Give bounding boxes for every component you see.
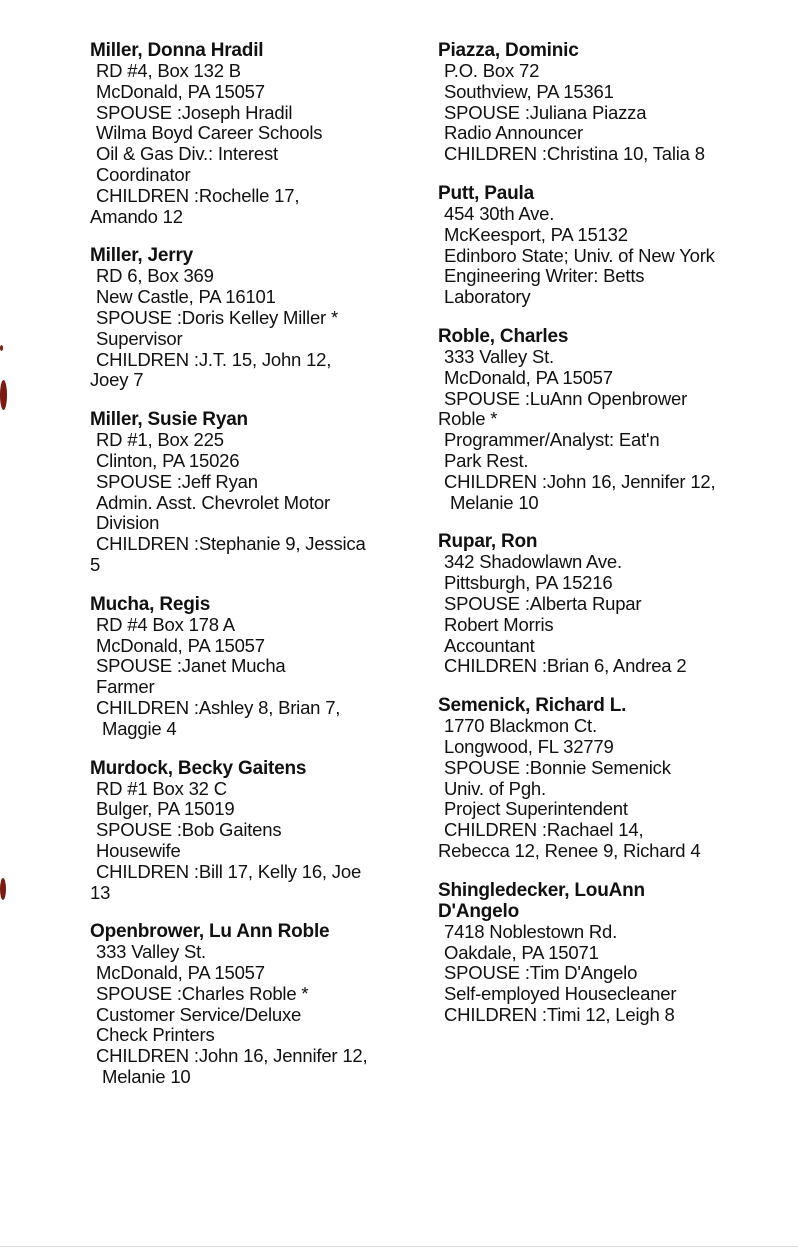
entry-detail-line: Amando 12 [90,205,183,227]
entry-detail-line: SPOUSE :Juliana Piazza [444,101,647,123]
entry-detail-line: CHILDREN :J.T. 15, John 12, [96,348,332,370]
entry-name: Putt, Paula [438,182,534,204]
entry-detail-line: CHILDREN :Brian 6, Andrea 2 [444,655,687,677]
entry-name: D'Angelo [438,900,520,922]
entry-detail-line: 333 Valley St. [96,941,206,963]
directory-entry [438,40,778,165]
entry-detail-line: Oakdale, PA 15071 [444,941,599,963]
entry-detail-line: SPOUSE :Joseph Hradil [96,101,293,123]
entry-detail-line: Engineering Writer: Betts [444,265,645,287]
margin-mark [0,345,3,351]
entry-detail-line: Housewife [96,839,181,861]
entry-detail-line: 342 Shadowlawn Ave. [444,551,622,573]
entry-detail-line: Southview, PA 15361 [444,80,614,102]
entry-detail-line: SPOUSE :Charles Roble * [96,982,309,1004]
entry-detail-line: SPOUSE :Tim D'Angelo [444,962,638,984]
entry-detail-line: McKeesport, PA 15132 [444,223,628,245]
entry-name: Piazza, Dominic [438,40,579,61]
entry-detail-line: Univ. of Pgh. [444,777,546,799]
entry-detail-line: CHILDREN :Rochelle 17, [96,184,300,206]
directory-entry [90,40,430,227]
entry-detail-line: CHILDREN :Rachael 14, [444,819,644,841]
directory-entry [438,326,778,513]
entry-detail-line: Project Superintendent [444,798,628,820]
entry-detail-line: 7418 Noblestown Rd. [444,920,618,942]
entry-detail-line: CHILDREN :Ashley 8, Brian 7, [96,696,341,718]
entry-detail-line: SPOUSE :Jeff Ryan [96,470,258,492]
entry-detail-line: Longwood, FL 32779 [444,735,614,757]
entry-detail-line: Supervisor [96,327,183,349]
directory-entry [438,695,778,862]
entry-detail-line: RD #4, Box 132 B [96,60,241,81]
entry-detail-line: Edinboro State; Univ. of New York [444,244,715,266]
entry-detail-line: Oil & Gas Div.: Interest [96,143,278,165]
entry-detail-line: Division [96,512,160,534]
entry-detail-line: Accountant [444,634,535,656]
entry-detail-line: Coordinator [96,163,191,185]
entry-detail-line: 1770 Blackmon Ct. [444,715,597,737]
entry-name: Miller, Jerry [90,245,194,267]
entry-detail-line: SPOUSE :Janet Mucha [96,655,286,677]
page-edge-rule [0,1246,798,1247]
entry-detail-line: Robert Morris [444,613,554,635]
entry-name: Semenick, Richard L. [438,695,627,717]
entry-detail-line: RD #1, Box 225 [96,429,224,451]
entry-detail-line: Check Printers [96,1024,215,1046]
entry-detail-line: Joey 7 [90,369,144,391]
entry-detail-line: McDonald, PA 15057 [96,80,265,102]
left-column [90,40,430,1106]
directory-entry [90,594,430,740]
directory-entry [90,409,430,576]
entry-detail-line: P.O. Box 72 [444,60,540,81]
entry-detail-line: CHILDREN :Bill 17, Kelly 16, Joe [96,860,362,882]
entry-detail-line: RD #1 Box 32 C [96,777,227,799]
entry-detail-line: Clinton, PA 15026 [96,449,240,471]
entry-detail-line: Melanie 10 [450,491,539,513]
entry-name: Mucha, Regis [90,593,211,615]
entry-detail-line: SPOUSE :LuAnn Openbrower [444,387,688,409]
entry-detail-line: Pittsburgh, PA 15216 [444,572,613,594]
entry-detail-line: CHILDREN :Timi 12, Leigh 8 [444,1003,675,1025]
entry-name: Shingledecker, LouAnn [438,879,645,901]
entry-detail-line: SPOUSE :Alberta Rupar [444,592,642,614]
entry-detail-line: Laboratory [444,286,531,308]
entry-detail-line: SPOUSE :Bonnie Semenick [444,756,671,778]
entry-detail-line: RD #4 Box 178 A [96,613,235,635]
directory-entry [90,921,430,1088]
entry-detail-line: CHILDREN :John 16, Jennifer 12, [96,1045,368,1067]
entry-detail-line: Radio Announcer [444,122,583,144]
entry-detail-line: Wilma Boyd Career Schools [96,122,323,144]
entry-detail-line: Bulger, PA 15019 [96,798,235,820]
entry-detail-line: Maggie 4 [102,717,177,739]
entry-detail-line: Admin. Asst. Chevrolet Motor [96,491,330,513]
entry-detail-line: New Castle, PA 16101 [96,286,276,308]
directory-entry [438,531,778,677]
entry-detail-line: Farmer [96,676,155,698]
entry-detail-line: Roble * [438,408,498,430]
entry-detail-line: Programmer/Analyst: Eat'n [444,429,660,451]
entry-name: Openbrower, Lu Ann Roble [90,921,330,943]
entry-detail-line: RD 6, Box 369 [96,265,214,287]
margin-mark [0,878,6,900]
directory-entry [90,758,430,904]
entry-detail-line: CHILDREN :Stephanie 9, Jessica [96,533,366,555]
entry-detail-line: 13 [90,881,111,903]
entry-name: Roble, Charles [438,325,569,347]
entry-detail-line: 5 [90,553,101,575]
entry-detail-line: Customer Service/Deluxe [96,1003,302,1025]
entry-name: Murdock, Becky Gaitens [90,757,307,779]
entry-detail-line: Self-employed Housecleaner [444,983,677,1005]
entry-detail-line: McDonald, PA 15057 [444,366,613,388]
entry-detail-line: McDonald, PA 15057 [96,634,265,656]
directory-entry [90,245,430,391]
directory-entry [438,183,778,308]
entry-detail-line: McDonald, PA 15057 [96,962,265,984]
directory-entry [438,880,778,1026]
entry-name: Miller, Susie Ryan [90,409,248,431]
entry-detail-line: CHILDREN :Christina 10, Talia 8 [444,143,705,165]
right-column [438,40,778,1044]
entry-detail-line: SPOUSE :Doris Kelley Miller * [96,306,338,328]
entry-detail-line: Rebecca 12, Renee 9, Richard 4 [438,839,701,861]
entry-name: Rupar, Ron [438,531,538,553]
entry-detail-line: CHILDREN :John 16, Jennifer 12, [444,470,716,492]
entry-detail-line: SPOUSE :Bob Gaitens [96,819,282,841]
entry-detail-line: Park Rest. [444,449,529,471]
entry-detail-line: 333 Valley St. [444,345,554,367]
entry-name: Miller, Donna Hradil [90,40,264,61]
entry-detail-line: 454 30th Ave. [444,202,555,224]
margin-mark [0,380,7,410]
entry-detail-line: Melanie 10 [102,1066,191,1088]
